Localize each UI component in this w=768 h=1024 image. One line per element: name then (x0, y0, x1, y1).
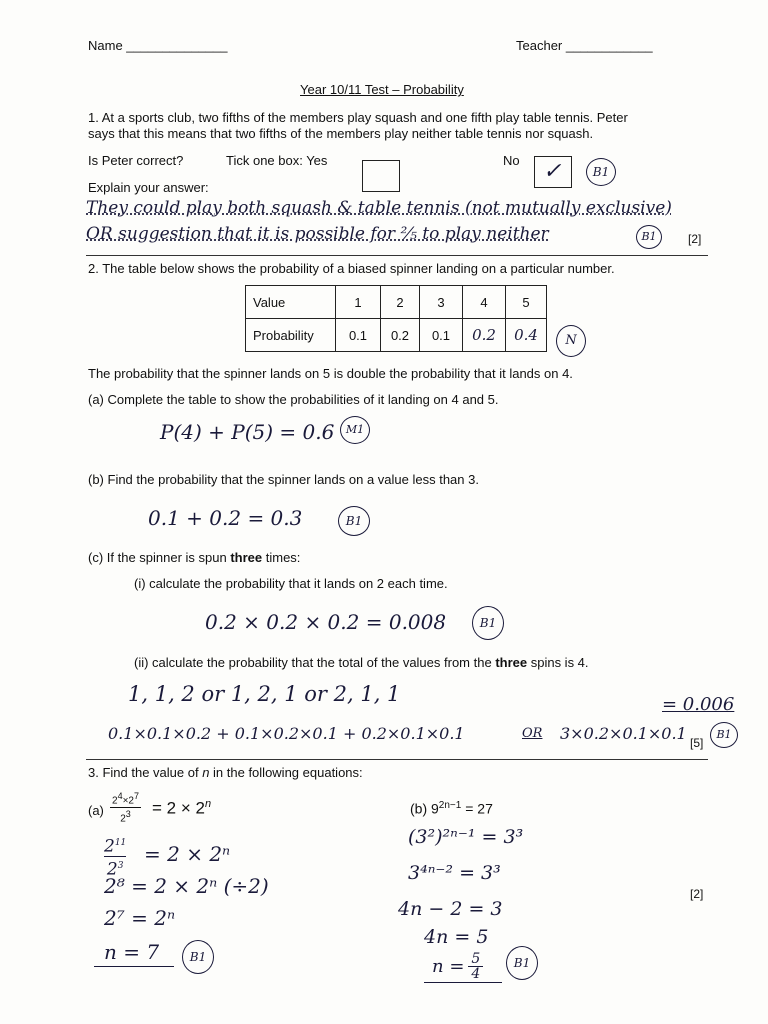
q3b-working-4: 4n = 5 (424, 926, 489, 948)
q1-answer-line1: They could play both squash & table tennis (not mutually exclusive) (86, 198, 672, 218)
table-header-cell: 4 (463, 286, 506, 319)
q1-line2: says that this means that two fifths of the members play neither table tennis nor squash. (88, 126, 594, 141)
yes-checkbox[interactable] (362, 160, 400, 192)
q2cii-working-2: 0.1×0.1×0.2 + 0.1×0.2×0.1 + 0.2×0.1×0.1 (108, 724, 465, 743)
divider (86, 759, 708, 760)
mark-code-b1: B1 (586, 158, 616, 186)
q3a-label: (a) (88, 803, 104, 818)
table-cell-handwritten[interactable]: 0.4 (506, 319, 547, 352)
q2cii-or: OR (522, 726, 543, 741)
q3a-fraction: $2^4\times 2^7$ $2^3$ (112, 791, 139, 825)
name-field: Name ______________ (88, 38, 228, 53)
q1-marks: [2] (688, 232, 702, 246)
mark-code-b1: B1 (182, 940, 214, 974)
table-cell-handwritten[interactable]: 0.2 (463, 319, 506, 352)
q1-no: No (503, 153, 520, 168)
no-checkbox[interactable] (534, 156, 572, 188)
q3a-equation-rhs: = $2 \times 2^n$ (152, 798, 212, 818)
q1-answer-line2: OR suggestion that it is possible for ⅖ to play neither (86, 224, 549, 244)
mark-code-b1: B1 (472, 606, 504, 640)
spinner-table (245, 285, 547, 352)
q2-part-ci: (i) calculate the probability that it lands on 2 each time. (134, 576, 448, 591)
q3-marks: [2] (690, 887, 704, 901)
q1-tick: Tick one box: Yes (226, 153, 328, 168)
q2-marks: [5] (690, 736, 704, 750)
mark-code-b1: B1 (338, 506, 370, 536)
q2ci-working: 0.2 × 0.2 × 0.2 = 0.008 (205, 610, 447, 634)
q2cii-alt: 3×0.2×0.1×0.1 (560, 724, 687, 743)
mark-code-b1: B1 (710, 722, 738, 748)
q3b-final: n = $\frac{5}{4}$ (432, 952, 483, 981)
table-header-cell: 3 (420, 286, 463, 319)
page-title: Year 10/11 Test – Probability (300, 82, 464, 97)
q3a-working-4: n = 7 (104, 940, 160, 964)
q3a-working-1: = 2 × 2ⁿ (144, 842, 231, 866)
q2-part-a: (a) Complete the table to show the probabilities of it landing on 4 and 5. (88, 392, 499, 407)
q3b-equation: (b) $9^{2n-1} = 27$ (410, 800, 493, 817)
q2-part-c: (c) If the spinner is spun three times: (88, 550, 301, 565)
table-cell: 0.1 (336, 319, 381, 352)
q2-part-cii: (ii) calculate the probability that the total of the values from the three spins is 4. (134, 655, 589, 670)
divider (86, 255, 708, 256)
answer-underline (424, 982, 502, 983)
q1-explain: Explain your answer: (88, 180, 209, 195)
q2-note: The probability that the spinner lands on 5 is double the probability that it lands on 4. (88, 366, 573, 381)
q3a-working-frac: $2^{11}$ $2^3$ (104, 834, 126, 878)
q1-ask: Is Peter correct? (88, 153, 184, 168)
q1-line1: 1. At a sports club, two fifths of the members play squash and one fifth play table tennis. Peter (88, 110, 628, 125)
checkmark-icon: ✓ (543, 159, 562, 184)
q2-intro: 2. The table below shows the probability of a biased spinner landing on a particular number. (88, 261, 615, 276)
answer-underline (94, 966, 174, 967)
table-header-cell: 1 (336, 286, 381, 319)
table-cell: Probability (246, 319, 336, 352)
table-cell: 0.2 (381, 319, 420, 352)
q3b-working-1: (3²)²ⁿ⁻¹ = 3³ (408, 826, 524, 848)
q3b-working-2: 3⁴ⁿ⁻² = 3³ (408, 862, 501, 884)
q2cii-working-1: 1, 1, 2 or 1, 2, 1 or 2, 1, 1 (128, 682, 401, 706)
q3a-working-3: 2⁷ = 2ⁿ (104, 906, 176, 930)
mark-code-n: N (556, 325, 586, 357)
q2a-working: P(4) + P(5) = 0.6 (160, 420, 335, 444)
q2cii-answer: = 0.006 (662, 694, 735, 715)
mark-code-b1: B1 (506, 946, 538, 980)
mark-code-b1: B1 (636, 225, 662, 249)
q3a-working-2: 2⁸ = 2 × 2ⁿ (÷2) (104, 874, 269, 898)
q2-part-b: (b) Find the probability that the spinner lands on a value less than 3. (88, 472, 479, 487)
table-header-cell: Value (246, 286, 336, 319)
mark-code-m1: M1 (340, 416, 370, 444)
q3b-working-3: 4n − 2 = 3 (398, 898, 503, 920)
table-header-cell: 2 (381, 286, 420, 319)
table-cell: 0.1 (420, 319, 463, 352)
q2b-working: 0.1 + 0.2 = 0.3 (148, 506, 303, 530)
table-header-cell: 5 (506, 286, 547, 319)
teacher-field: Teacher ____________ (516, 38, 653, 53)
q3-intro: 3. Find the value of n in the following equations: (88, 765, 363, 780)
